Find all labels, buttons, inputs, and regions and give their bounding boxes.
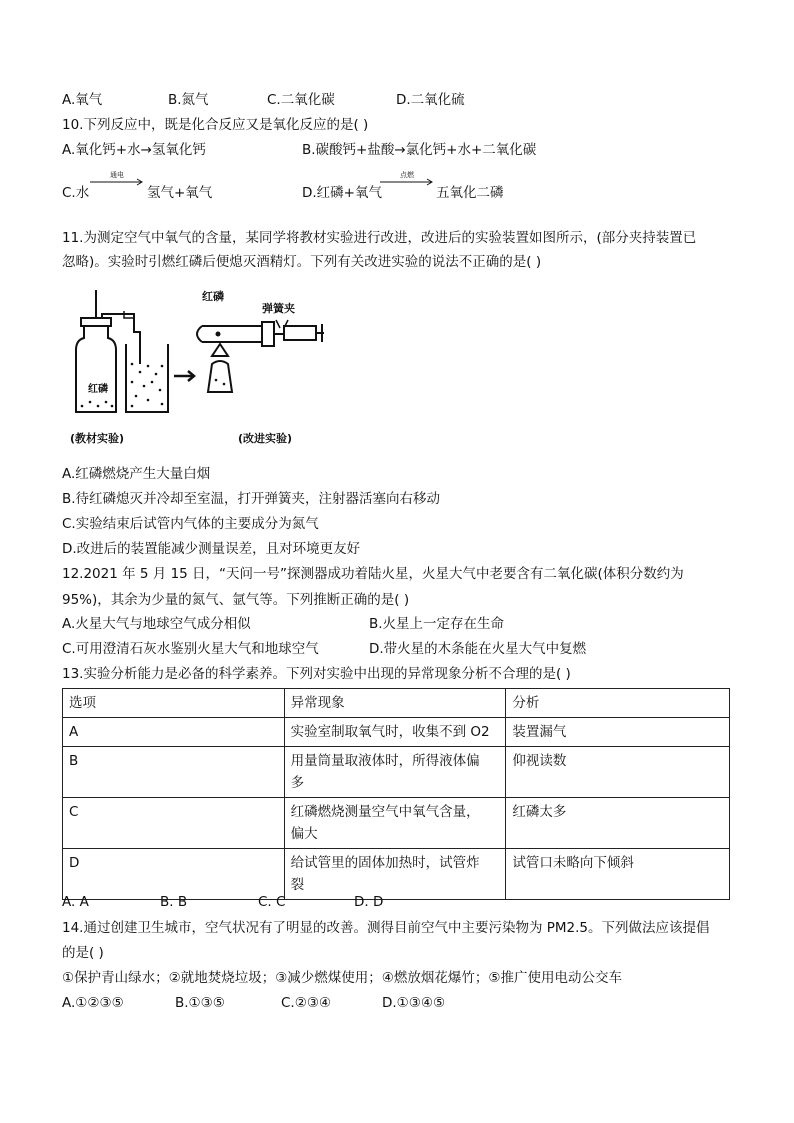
q13-table [62,688,730,900]
q11-option-a: A.红磷燃烧产生大量白烟 [62,466,211,482]
q11-option-c: C.实验结束后试管内气体的主要成分为氮气 [62,516,319,532]
q11-option-d: D.改进后的装置能减少测量误差，且对环境更友好 [62,541,361,557]
table-cell: 实验室制取氧气时，收集不到 O2 [284,718,506,747]
q11-stem-line1: 11.为测定空气中氧气的含量，某同学将教材实验进行改进，改进后的实验装置如图所示，(部分夹持装置已 [62,230,697,246]
q14-items: ①保护青山绿水；②就地焚烧垃圾；③减少燃煤使用；④燃放烟花爆竹；⑤推广使用电动公交车 [62,970,623,986]
table-cell: 给试管里的固体加热时，试管炸裂 [284,849,506,900]
q12-option-b: B.火星上一定存在生命 [369,616,505,632]
q10-c-condition: 通电 [110,171,124,179]
q14-option-d: D.①③④⑤ [382,995,446,1011]
table-cell: C [63,798,285,849]
q11-stem-line2: 忽略)。实验时引燃红磷后便熄灭酒精灯。下列有关改进实验的说法不正确的是( ) [62,254,542,270]
table-header-cell: 分析 [506,689,730,718]
fig-label-spring-clip: 弹簧夹 [262,302,295,315]
fig-caption-improved: (改进实验) [238,432,293,445]
q9-option-d: D.二氧化硫 [396,92,465,108]
q12-option-c: C.可用澄清石灰水鉴别火星大气和地球空气 [62,641,319,657]
q10-option-d-right: 五氧化二磷 [436,185,504,201]
q10-option-c-left: C.水 [62,185,90,201]
alcohol-lamp [208,361,232,392]
q14-stem-line1: 14.通过创建卫生城市，空气状况有了明显的改善。测得目前空气中主要污染物为 PM2.5。下列做法应该提倡 [62,920,710,936]
q12-stem-line1: 12.2021 年 5 月 15 日，“天问一号”探测器成功着陆火星，火星大气中老要含有二氧化碳(体积分数约为 [62,566,684,582]
q9-option-c: C.二氧化碳 [267,92,335,108]
fig-label-red-phosphorus-2: 红磷 [88,380,108,395]
reaction-bottle [76,326,116,412]
q13-stem: 13.实验分析能力是必备的科学素养。下列对实验中出现的异常现象分析不合理的是( ) [62,666,571,682]
table-header-row [63,689,730,718]
table-cell: 装置漏气 [506,718,730,747]
table-header-cell: 选项 [63,689,285,718]
q10-option-d-left: D.红磷+氧气 [302,185,382,201]
q14-option-c: C.②③④ [281,995,332,1011]
table-row [63,798,730,849]
water-beaker [126,344,168,412]
q10-stem: 10.下列反应中，既是化合反应又是氧化反应的是( ) [62,117,369,133]
tube-stopper [262,322,274,346]
fig-label-red-phosphorus: 红磷 [202,290,224,303]
q14-stem-line2: 的是( ) [62,945,104,961]
table-cell: D [63,849,285,900]
q10-option-c-right: 氢气+氧气 [147,185,213,201]
table-cell: A [63,718,285,747]
q10-option-a: A.氧化钙+水→氢氧化钙 [62,142,206,158]
table-cell: 用量筒量取液体时，所得液体偏多 [284,747,506,798]
table-row [63,747,730,798]
q13-option-a: A. A [62,894,89,910]
q11-option-b: B.待红磷熄灭并冷却至室温，打开弹簧夹，注射器活塞向右移动 [62,491,441,507]
q9-option-a: A.氧气 [62,92,103,108]
bottle-stopper [81,318,111,326]
q10-option-b: B.碳酸钙+盐酸→氯化钙+水+二氧化碳 [302,142,537,158]
q12-option-d: D.带火星的木条能在火星大气中复燃 [369,641,587,657]
test-tube [197,326,262,342]
table-cell: B [63,747,285,798]
table-cell: 红磷燃烧测量空气中氧气含量，偏大 [284,798,506,849]
table-row [63,718,730,747]
connecting-tube [102,314,140,364]
q10-d-arrow [380,172,434,192]
q11-apparatus-figure [62,282,324,454]
q13-option-c: C. C [258,894,286,910]
table-cell: 仰视读数 [506,747,730,798]
q12-option-a: A.火星大气与地球空气成分相似 [62,616,251,632]
q14-option-a: A.①②③⑤ [62,995,124,1011]
table-header-cell: 异常现象 [284,689,506,718]
q13-option-b: B. B [160,894,188,910]
syringe [284,326,316,340]
table-cell: 试管口未略向下倾斜 [506,849,730,900]
q10-c-arrow [90,172,144,192]
flame [212,344,228,356]
fig-caption-textbook: (教材实验) [70,432,125,445]
q10-d-condition: 点燃 [400,171,414,179]
q13-option-d: D. D [354,894,384,910]
q12-stem-line2: 95%)，其余为少量的氮气、氩气等。下列推断正确的是( ) [62,592,410,608]
q14-option-b: B.①③⑤ [175,995,225,1011]
q9-option-b: B.氮气 [168,92,209,108]
table-cell: 红磷太多 [506,798,730,849]
